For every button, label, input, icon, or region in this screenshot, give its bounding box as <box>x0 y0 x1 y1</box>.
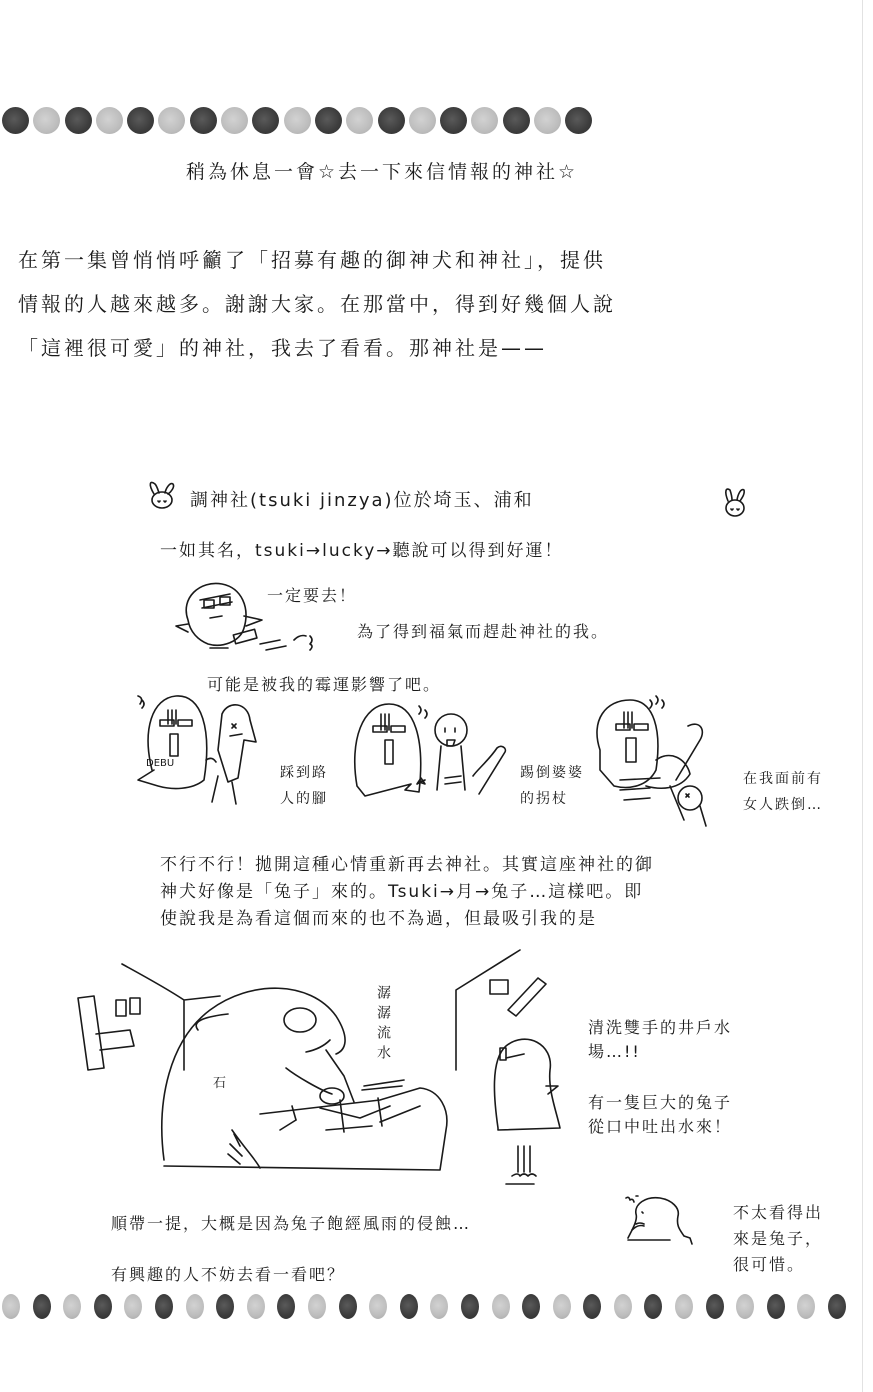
body-paragraph <box>160 852 654 933</box>
decorative-dot <box>308 1294 326 1319</box>
decorative-dot <box>124 1294 142 1319</box>
scene-caption: 踢倒婆婆 的拐杖 <box>520 765 584 807</box>
scene-woman-falls-illustration <box>590 690 740 830</box>
rabbit-fountain-illustration <box>60 950 580 1190</box>
scene-step-on-foot-illustration <box>132 690 272 810</box>
bad-luck-caption: 可能是被我的霉運影響了吧。 <box>207 675 442 694</box>
intro-line: 在第一集曾悄悄呼籲了「招募有趣的御神犬和神社」，提供 <box>18 248 606 272</box>
decorative-dot <box>155 1294 173 1319</box>
decorative-dot <box>33 1294 51 1319</box>
page-heading: 稍為休息一會☆去一下來信情報的神社☆ <box>186 161 579 183</box>
decorative-dot <box>430 1294 448 1319</box>
scene-caption: 踩到路 人的腳 <box>280 765 328 807</box>
decorative-dot <box>127 107 154 134</box>
decorative-dot <box>644 1294 662 1319</box>
decorative-dot <box>534 107 561 134</box>
decorative-dot <box>158 107 185 134</box>
footer-line-2: 有興趣的人不妨去看一看吧？ <box>111 1265 346 1284</box>
decorative-dot <box>471 107 498 134</box>
decorative-dot <box>675 1294 693 1319</box>
decorative-dot <box>440 107 467 134</box>
fountain-note: 清洗雙手的井戶水 場…!! <box>588 1018 733 1061</box>
body-line: 使說我是為看這個而來的也不為過，但最吸引我的是 <box>160 909 597 929</box>
decorative-dot <box>346 107 373 134</box>
scene-kick-cane-illustration <box>345 700 515 810</box>
intro-line: 「這裡很可愛」的神社，我去了看看。那神社是—— <box>18 336 547 360</box>
decorative-dot <box>33 107 60 134</box>
water-flow-label: 潺潺流水 <box>375 985 391 1065</box>
rabbit-face-icon <box>718 485 750 519</box>
decorative-dot <box>797 1294 815 1319</box>
intro-line: 情報的人越來越多。謝謝大家。在那當中，得到好幾個人說 <box>18 292 616 316</box>
decorative-dot <box>492 1294 510 1319</box>
decorative-dot <box>277 1294 295 1319</box>
weathered-rabbit-illustration <box>622 1190 712 1250</box>
decorative-dot <box>503 107 530 134</box>
body-line: 神犬好像是「兔子」來的。Tsuki→月→兔子…這樣吧。即 <box>160 882 644 902</box>
decorative-dot <box>369 1294 387 1319</box>
intro-paragraph <box>18 240 616 368</box>
decorative-dot <box>190 107 217 134</box>
decorative-dot <box>221 107 248 134</box>
decorative-dot <box>339 1294 357 1319</box>
footer-line-1: 順帶一提，大概是因為兔子飽經風雨的侵蝕… <box>111 1214 472 1233</box>
decorative-dot <box>252 107 279 134</box>
shrine-tagline: 一如其名，tsuki→lucky→聽說可以得到好運！ <box>160 541 564 561</box>
decorative-dot <box>409 107 436 134</box>
rabbit-face-icon <box>146 480 178 510</box>
decorative-dot <box>583 1294 601 1319</box>
decorative-dot <box>2 107 29 134</box>
decorative-dot <box>216 1294 234 1319</box>
decorative-dot <box>614 1294 632 1319</box>
top-dot-border <box>0 102 873 138</box>
body-line: 不行不行！拋開這種心情重新再去神社。其實這座神社的御 <box>160 855 654 875</box>
shrine-title: 調神社(tsuki jinzya)位於埼玉、浦和 <box>190 490 534 511</box>
panel-go-shout: 一定要去！ <box>267 586 358 605</box>
decorative-dot <box>247 1294 265 1319</box>
decorative-dot <box>315 107 342 134</box>
decorative-dot <box>767 1294 785 1319</box>
stone-label: 石 <box>213 1076 227 1091</box>
decorative-dot <box>65 107 92 134</box>
fountain-note: 有一隻巨大的兔子 從口中吐出水來！ <box>588 1093 733 1136</box>
decorative-dot <box>706 1294 724 1319</box>
decorative-dot <box>63 1294 81 1319</box>
decorative-dot <box>736 1294 754 1319</box>
decorative-dot <box>378 107 405 134</box>
decorative-dot <box>522 1294 540 1319</box>
bottom-dot-border <box>0 1288 873 1324</box>
decorative-dot <box>461 1294 479 1319</box>
decorative-dot <box>284 107 311 134</box>
decorative-dot <box>400 1294 418 1319</box>
decorative-dot <box>553 1294 571 1319</box>
decorative-dot <box>96 107 123 134</box>
shirt-label: DEBU <box>146 758 175 769</box>
decorative-dot <box>186 1294 204 1319</box>
panel-go-caption: 為了得到福氣而趕赴神社的我。 <box>357 622 610 641</box>
footer-side-note: 不太看得出 來是兔子， 很可惜。 <box>733 1203 824 1274</box>
scene-caption: 在我面前有 女人跌倒… <box>743 771 823 813</box>
page-edge <box>862 0 863 1392</box>
decorative-dot <box>565 107 592 134</box>
decorative-dot <box>2 1294 20 1319</box>
decorative-dot <box>94 1294 112 1319</box>
decorative-dot <box>828 1294 846 1319</box>
